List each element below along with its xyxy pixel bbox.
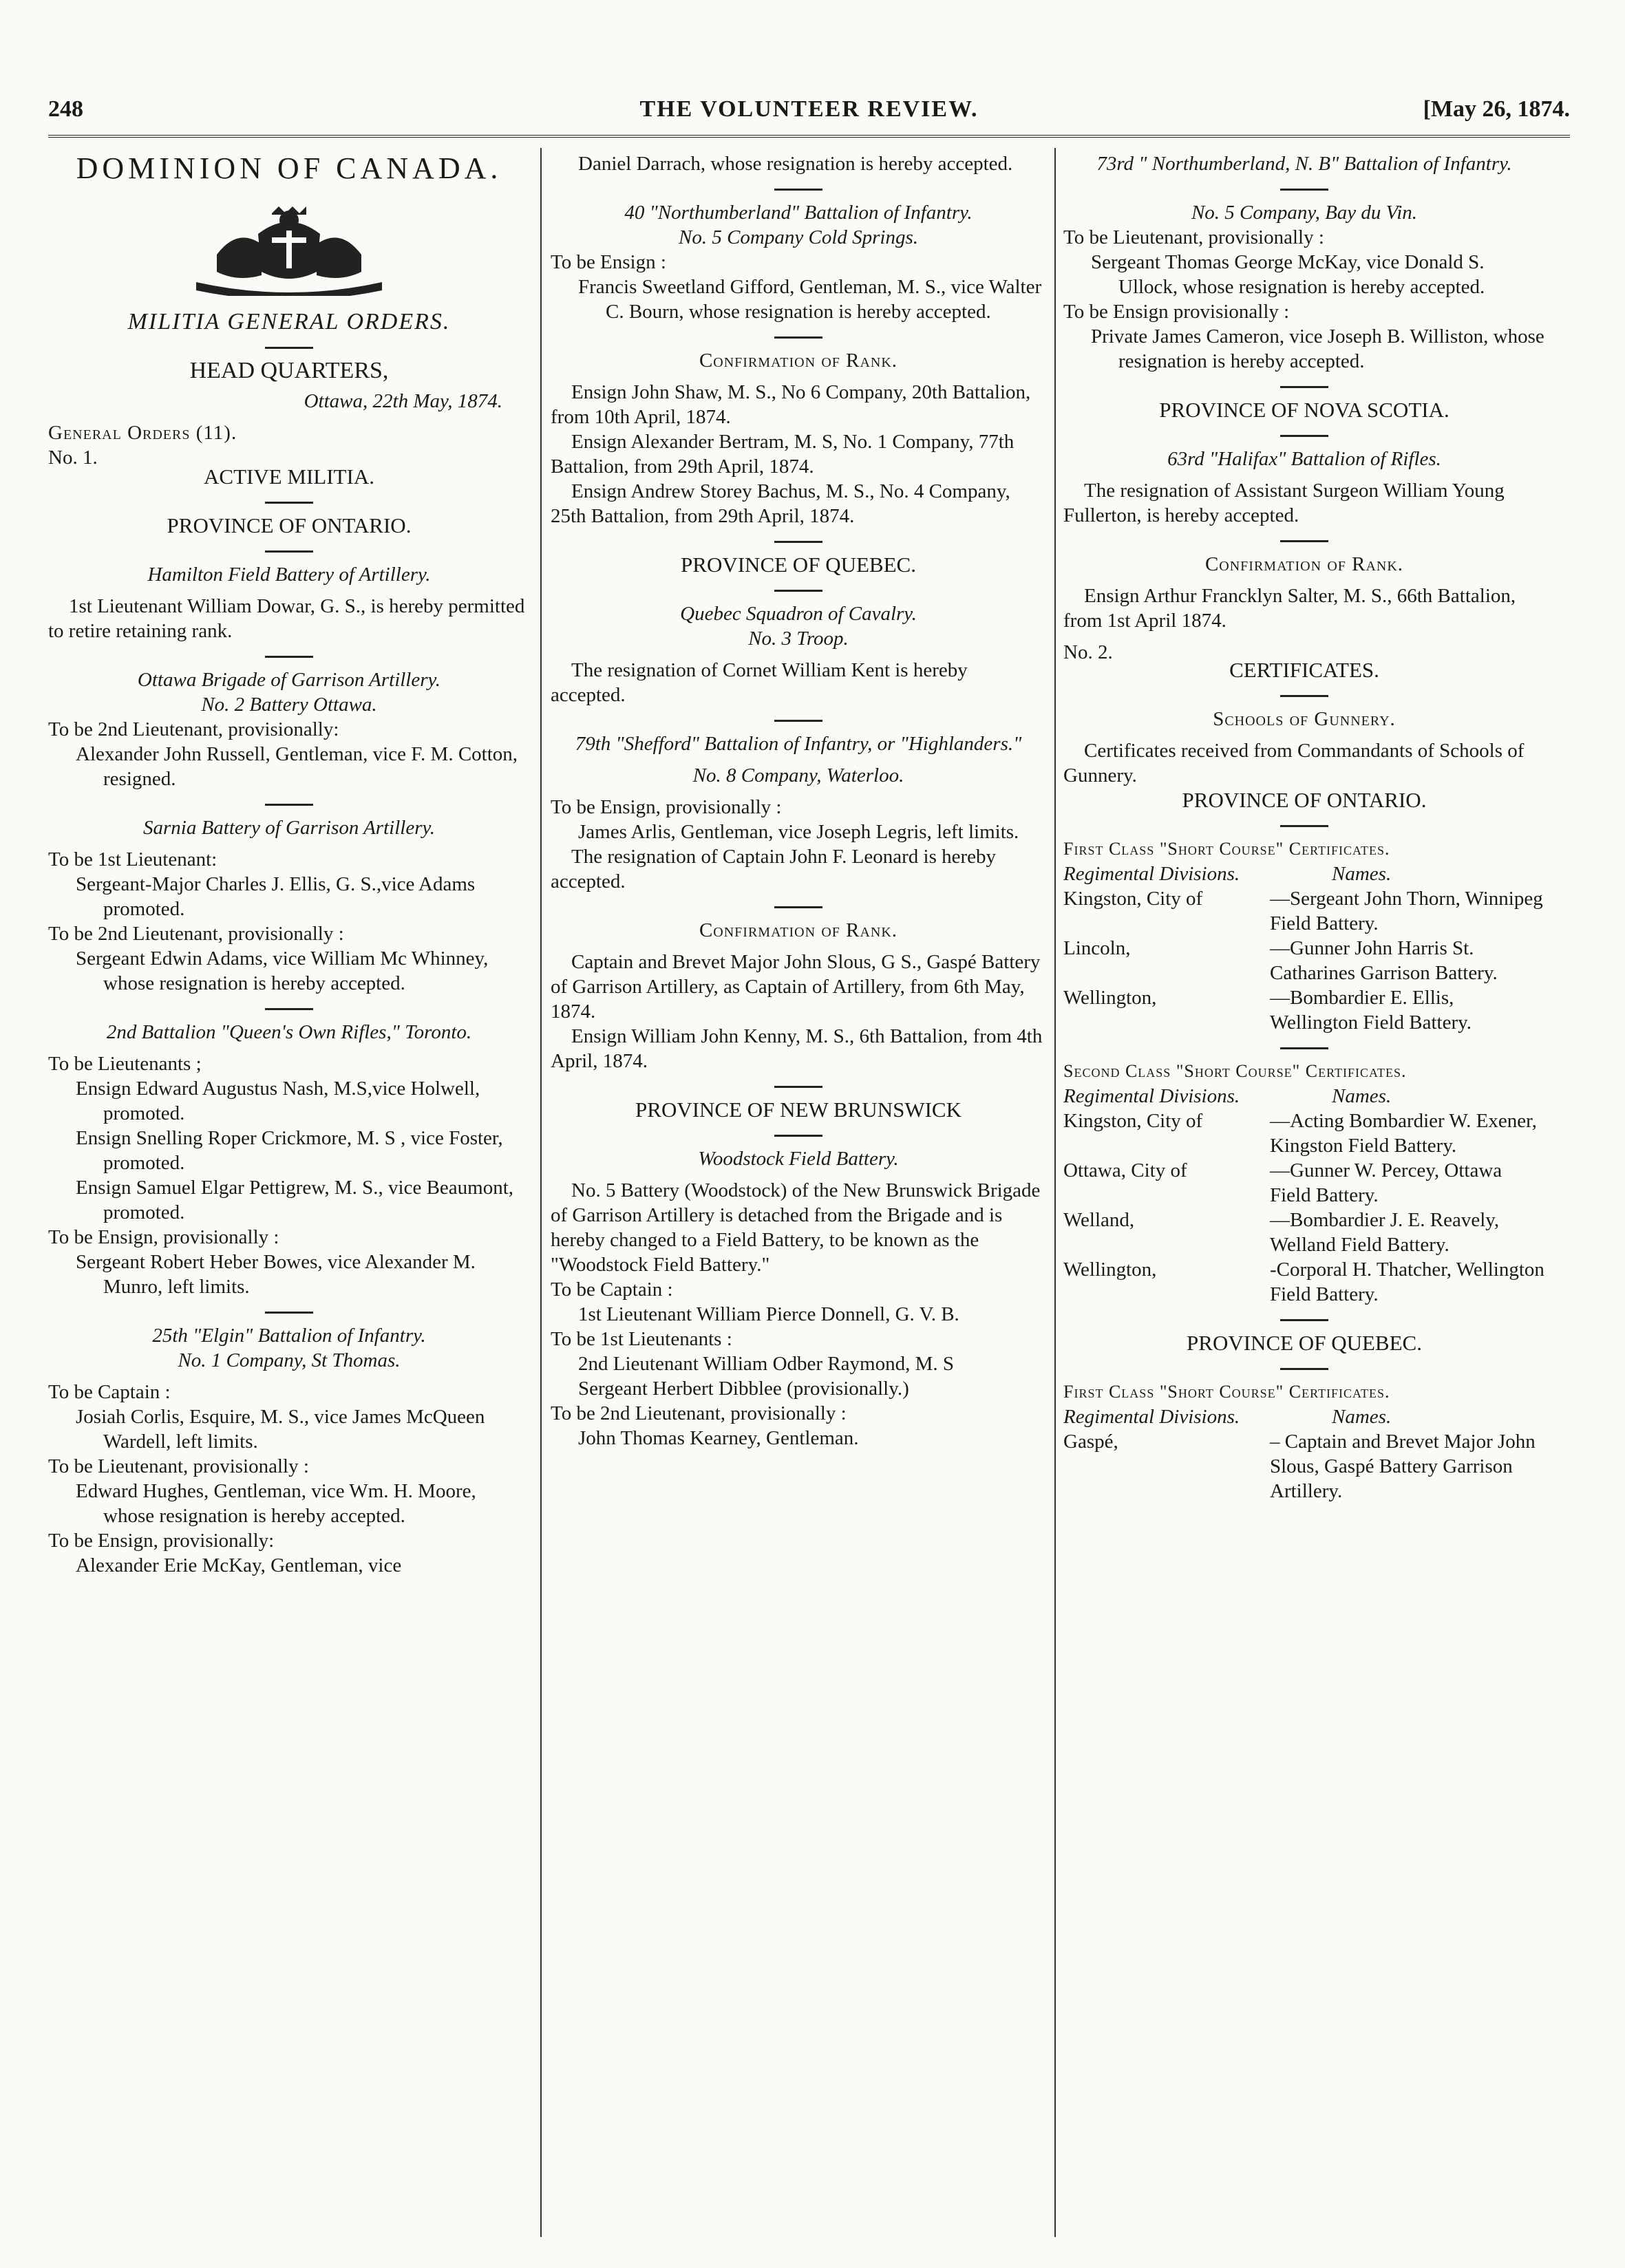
certificate-name: —Gunner John Harris St. Catharines Garrison Battery.: [1270, 937, 1498, 984]
appointment-heading: To be Captain :: [48, 1381, 171, 1403]
table-row: [1063, 1208, 1545, 1257]
appointment-entry: 1st Lieutenant William Pierce Donnell, G. V. B.: [578, 1303, 959, 1325]
certificate-class-heading: First Class "Short Course" Certificates.: [1063, 1382, 1390, 1402]
column-1: [48, 151, 530, 2240]
regimental-division: Kingston, City of: [1063, 1110, 1203, 1132]
appointment-entry: Daniel Darrach, whose resignation is hereby accepted.: [578, 153, 1013, 175]
unit-heading: Hamilton Field Battery of Artillery.: [147, 564, 431, 586]
active-militia-heading: ACTIVE MILITIA.: [204, 464, 374, 489]
appointment-heading: To be 1st Lieutenant:: [48, 848, 217, 870]
province-heading: PROVINCE OF ONTARIO.: [1182, 788, 1427, 812]
table-header: [1063, 862, 1545, 886]
page-number: 248: [48, 96, 83, 122]
table-header: [1063, 1084, 1545, 1109]
regimental-division: Ottawa, City of: [1063, 1159, 1187, 1181]
table-row: [1063, 1158, 1545, 1208]
appointment-entry: Alexander John Russell, Gentleman, vice F. M. Cotton, resigned.: [76, 743, 518, 790]
appointment-heading: To be Lieutenant, provisionally :: [48, 1455, 309, 1477]
appointment-entry: Josiah Corlis, Esquire, M. S., vice James McQueen Wardell, left limits.: [76, 1406, 485, 1453]
column-header-names: Names.: [1332, 863, 1392, 885]
appointment-entry: Private James Cameron, vice Joseph B. Williston, whose resignation is hereby accepted.: [1091, 325, 1544, 372]
appointment-heading: To be Ensign, provisionally :: [48, 1226, 279, 1248]
certificate-name: -Corporal H. Thatcher, Wellington Field Battery.: [1270, 1259, 1544, 1305]
unit-heading: 63rd "Halifax" Battalion of Rifles.: [1167, 448, 1441, 470]
confirmation-heading: Confirmation of Rank.: [699, 919, 898, 941]
column-header-names: Names.: [1332, 1085, 1392, 1107]
confirmation-heading: Confirmation of Rank.: [699, 350, 898, 372]
province-heading: PROVINCE OF QUEBEC.: [1187, 1331, 1422, 1355]
column-divider: [1054, 148, 1056, 2237]
appointment-heading: To be Ensign provisionally :: [1063, 301, 1290, 323]
order-paragraph: No. 5 Battery (Woodstock) of the New Brunswick Brigade of Garrison Artillery is detached from the Brigade and is hereby changed to a Field Battery, to be known as the "Woodstock Field Battery.": [551, 1179, 1041, 1276]
unit-subheading: No. 1 Company, St Thomas.: [178, 1349, 401, 1371]
appointment-entry: Ensign Snelling Roper Crickmore, M. S , vice Foster, promoted.: [76, 1127, 503, 1174]
appointment-heading: To be 2nd Lieutenant, provisionally :: [551, 1402, 847, 1424]
appointment-entry: Sergeant Herbert Dibblee (provisionally.): [578, 1378, 909, 1400]
table-row: [1063, 886, 1545, 936]
certificates-heading: CERTIFICATES.: [1229, 658, 1379, 682]
order-number: No. 1.: [48, 447, 98, 469]
confirmation-entry: Ensign John Shaw, M. S., No 6 Company, 20th Battalion, from 10th April, 1874.: [551, 381, 1031, 428]
unit-heading: Sarnia Battery of Garrison Artillery.: [143, 817, 435, 839]
table-row: [1063, 1109, 1545, 1158]
province-heading: PROVINCE OF QUEBEC.: [681, 553, 916, 577]
appointment-heading: To be 2nd Lieutenant, provisionally:: [48, 718, 339, 740]
column-3: [1063, 151, 1545, 2240]
appointment-entry: Edward Hughes, Gentleman, vice Wm. H. Moore, whose resignation is hereby accepted.: [76, 1480, 476, 1527]
province-heading: PROVINCE OF ONTARIO.: [167, 513, 412, 537]
regimental-division: Wellington,: [1063, 1259, 1157, 1281]
appointment-entry: 2nd Lieutenant William Odber Raymond, M. S: [578, 1353, 955, 1375]
unit-heading: 2nd Battalion "Queen's Own Rifles," Toronto.: [106, 1021, 472, 1043]
unit-subheading: No. 5 Company, Bay du Vin.: [1191, 202, 1418, 224]
province-heading: PROVINCE OF NOVA SCOTIA.: [1159, 398, 1449, 422]
table-row: [1063, 1257, 1545, 1307]
appointment-entry: Sergeant-Major Charles J. Ellis, G. S.,vice Adams promoted.: [76, 873, 476, 920]
unit-heading: 73rd " Northumberland, N. B" Battalion of Infantry.: [1096, 153, 1512, 175]
unit-heading: 79th "Shefford" Battalion of Infantry, or "Highlanders.": [575, 733, 1022, 755]
table-row: [1063, 985, 1545, 1035]
regimental-division: Kingston, City of: [1063, 888, 1203, 910]
column-header-names: Names.: [1332, 1406, 1392, 1428]
order-paragraph: The resignation of Captain John F. Leonard is hereby accepted.: [551, 846, 997, 892]
certificate-class-heading: First Class "Short Course" Certificates.: [1063, 839, 1390, 859]
column-header-divisions: Regimental Divisions.: [1063, 863, 1240, 885]
order-paragraph: The resignation of Assistant Surgeon William Young Fullerton, is hereby accepted.: [1063, 480, 1505, 526]
appointment-entry: Ensign Samuel Elgar Pettigrew, M. S., vice Beaumont, promoted.: [76, 1177, 514, 1223]
regimental-division: Welland,: [1063, 1209, 1135, 1231]
column-header-divisions: Regimental Divisions.: [1063, 1085, 1240, 1107]
certificate-name: —Gunner W. Percey, Ottawa Field Battery.: [1270, 1159, 1502, 1206]
schools-heading: Schools of Gunnery.: [1213, 708, 1396, 730]
confirmation-entry: Captain and Brevet Major John Slous, G S., Gaspé Battery of Garrison Artillery, as Captain of Artillery, from 6th May, 1874.: [551, 951, 1041, 1023]
table-row: [1063, 936, 1545, 985]
appointment-entry: Alexander Erie McKay, Gentleman, vice: [76, 1554, 402, 1576]
appointment-entry: John Thomas Kearney, Gentleman.: [578, 1427, 859, 1449]
unit-heading: Ottawa Brigade of Garrison Artillery.: [137, 669, 441, 691]
appointment-entry: Sergeant Edwin Adams, vice William Mc Whinney, whose resignation is hereby accepted.: [76, 948, 489, 994]
appointment-entry: Sergeant Robert Heber Bowes, vice Alexander M. Munro, left limits.: [76, 1251, 476, 1298]
unit-subheading: No. 3 Troop.: [748, 628, 849, 650]
certificate-name: —Acting Bombardier W. Exener, Kingston Field Battery.: [1270, 1110, 1537, 1157]
confirmation-heading: Confirmation of Rank.: [1204, 553, 1404, 575]
unit-heading: 25th "Elgin" Battalion of Infantry.: [152, 1325, 426, 1347]
general-orders-ref: General Orders (11).: [48, 422, 237, 444]
order-paragraph: The resignation of Cornet William Kent is hereby accepted.: [551, 659, 968, 706]
unit-heading: Woodstock Field Battery.: [698, 1148, 899, 1170]
regimental-division: Wellington,: [1063, 987, 1157, 1009]
table-row: [1063, 1429, 1545, 1504]
page-header: [48, 96, 1570, 138]
table-header: [1063, 1404, 1545, 1429]
appointment-entry: James Arlis, Gentleman, vice Joseph Legris, left limits.: [578, 821, 1019, 843]
appointment-heading: To be Ensign, provisionally :: [551, 796, 782, 818]
issue-date: [May 26, 1874.: [1423, 96, 1570, 122]
confirmation-entry: Ensign Arthur Francklyn Salter, M. S., 66th Battalion, from 1st April 1874.: [1063, 585, 1516, 632]
unit-heading: Quebec Squadron of Cavalry.: [680, 603, 917, 625]
appointment-entry: Ensign Edward Augustus Nash, M.S,vice Holwell, promoted.: [76, 1078, 480, 1124]
appointment-entry: Sergeant Thomas George McKay, vice Donald S. Ullock, whose resignation is hereby accepted.: [1091, 251, 1485, 298]
province-heading: PROVINCE OF NEW BRUNSWICK: [635, 1098, 962, 1122]
certificate-name: —Bombardier E. Ellis, Wellington Field Battery.: [1270, 987, 1472, 1034]
confirmation-entry: Ensign William John Kenny, M. S., 6th Battalion, from 4th April, 1874.: [551, 1025, 1043, 1072]
certificate-name: – Captain and Brevet Major John Slous, Gaspé Battery Garrison Artillery.: [1270, 1431, 1536, 1502]
coat-of-arms-image: [176, 206, 403, 296]
unit-subheading: No. 8 Company, Waterloo.: [692, 764, 904, 787]
certificate-table-ontario-second: [1063, 1109, 1545, 1307]
certificate-class-heading: Second Class "Short Course" Certificates.: [1063, 1061, 1407, 1081]
appointment-heading: To be Ensign, provisionally:: [48, 1530, 275, 1552]
certificate-name: —Bombardier J. E. Reavely, Welland Field Battery.: [1270, 1209, 1500, 1256]
appointment-heading: To be 2nd Lieutenant, provisionally :: [48, 923, 344, 945]
hq-heading: HEAD QUARTERS,: [189, 358, 389, 383]
column-2: [551, 151, 1046, 2240]
unit-heading: 40 "Northumberland" Battalion of Infantry.: [624, 202, 973, 224]
orders-title: MILITIA GENERAL ORDERS.: [127, 309, 451, 334]
appointment-heading: To be Lieutenant, provisionally :: [1063, 226, 1324, 248]
order-number: No. 2.: [1063, 641, 1113, 663]
certificate-name: —Sergeant John Thorn, Winnipeg Field Battery.: [1270, 888, 1543, 934]
hq-date: Ottawa, 22th May, 1874.: [304, 390, 502, 412]
certificates-intro: Certificates received from Commandants of Schools of Gunnery.: [1063, 740, 1525, 787]
header-rule: [48, 135, 1570, 138]
appointment-heading: To be Lieutenants ;: [48, 1053, 202, 1075]
column-header-divisions: Regimental Divisions.: [1063, 1406, 1240, 1428]
order-paragraph: 1st Lieutenant William Dowar, G. S., is hereby permitted to retire retaining rank.: [48, 595, 525, 642]
appointment-heading: To be 1st Lieutenants :: [551, 1328, 732, 1350]
appointment-heading: To be Ensign :: [551, 251, 666, 273]
confirmation-entry: Ensign Andrew Storey Bachus, M. S., No. 4 Company, 25th Battalion, from 29th April, 1874.: [551, 480, 1010, 527]
confirmation-entry: Ensign Alexander Bertram, M. S, No. 1 Company, 77th Battalion, from 29th April, 1874.: [551, 431, 1015, 478]
publication-title: THE VOLUNTEER REVIEW.: [639, 96, 979, 122]
unit-subheading: No. 2 Battery Ottawa.: [201, 694, 377, 716]
regimental-division: Lincoln,: [1063, 937, 1131, 959]
appointment-heading: To be Captain :: [551, 1279, 673, 1301]
appointment-entry: Francis Sweetland Gifford, Gentleman, M. S., vice Walter C. Bourn, whose resignation is hereby accepted.: [578, 276, 1042, 323]
regimental-division: Gaspé,: [1063, 1431, 1118, 1453]
column-divider: [540, 148, 542, 2237]
certificate-table-ontario-first: [1063, 886, 1545, 1035]
certificate-table-quebec-first: [1063, 1429, 1545, 1504]
masthead: DOMINION OF CANADA.: [76, 151, 502, 185]
unit-subheading: No. 5 Company Cold Springs.: [678, 226, 919, 248]
